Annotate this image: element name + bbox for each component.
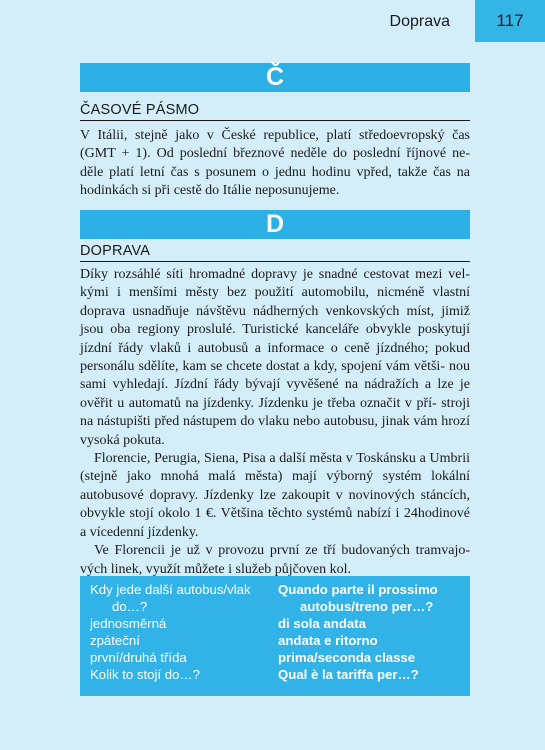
- text-line: stroji na nástupišti před nástupem do vlaku nebo autobusu, jinak: [80, 395, 471, 430]
- phrase-italian: andata e ritorno: [278, 633, 378, 648]
- phrase-italian: Qual è la tariffa per…?: [278, 667, 419, 682]
- text-line: nou sami vyhledají. Jízdní řády bývají vyvěšené na nádražích a lze: [80, 359, 470, 393]
- text-line: jsou oba regiony proslulé. Turistické kanceláře obvykle poskytují: [80, 322, 470, 338]
- text-line: děle platí letní čas s posunem o jednu hodinu vpřed, takže čas na: [80, 164, 470, 180]
- section-letter-d: D: [265, 210, 285, 238]
- text-line: lokální autobusové dopravy. Jízdenky lze zakoupit v novinových: [80, 469, 470, 503]
- page-number-box: [475, 0, 545, 42]
- text-line: je ověřit u automatů na jízdenky. Jízdenku je třeba označit v pří-: [80, 377, 471, 411]
- phrase-italian: prima/seconda classe: [278, 650, 416, 665]
- transport-paragraph-1: [80, 266, 470, 450]
- phrase-italian: autobus/treno per…?: [300, 599, 434, 614]
- phrase-row: [80, 667, 470, 685]
- phrase-row: [80, 599, 470, 617]
- phrasebook-box: [80, 576, 470, 696]
- text-line: Díky rozsáhlé síti hromadné dopravy je snadné cestovat mezi vel-: [80, 267, 470, 282]
- page-number: 117: [496, 11, 524, 30]
- phrase-italian: di sola andata: [278, 616, 366, 631]
- text-line: jízdní řády vlaků i autobusů a informace o ceně jízdného; pokud: [80, 340, 470, 356]
- text-line: kými i menšími městy bez použití automobilu, nicméně vlastní: [80, 285, 470, 301]
- text-line: V Itálii, stejně jako v České republice, platí středoevropský čas: [80, 128, 470, 143]
- phrase-czech: Kolik to stojí do…?: [90, 667, 200, 682]
- text-line: vých linek, využít můžete i služeb půjčoven kol.: [80, 561, 351, 577]
- section-title-doprava: DOPRAVA: [80, 243, 470, 262]
- phrase-czech: jednosměrná: [90, 616, 167, 631]
- text-line: hodinkách si při cestě do Itálie neposunujeme.: [80, 183, 340, 199]
- phrase-czech: první/druhá třída: [90, 650, 187, 665]
- transport-text: [80, 266, 470, 579]
- section-title-casove-pasmo: ČASOVÉ PÁSMO: [80, 102, 470, 121]
- time-zone-text: [80, 127, 470, 201]
- text-line: (GMT + 1). Od poslední březnové neděle do poslední říjnové ne-: [80, 146, 470, 162]
- time-zone-paragraph: [80, 127, 470, 201]
- phrase-italian: Quando parte il prossimo: [278, 582, 438, 597]
- text-line: vám hrozí vysoká pokuta.: [80, 414, 470, 448]
- transport-paragraph-3: [80, 542, 470, 579]
- phrase-czech: zpáteční: [90, 633, 140, 648]
- phrase-row: [80, 582, 470, 600]
- phrase-czech: do…?: [112, 599, 148, 614]
- phrase-row: [80, 616, 470, 634]
- text-line: personálu sdělíte, kam se chcete dostat a kdy, spojení vám větši-: [80, 359, 445, 375]
- phrase-czech: Kdy jede další autobus/vlak: [90, 582, 251, 597]
- running-head-title: Doprava: [389, 13, 450, 30]
- text-line: stáncích, obvykle stojí okolo 1 €. Většina těchto systémů nabízí: [80, 487, 470, 522]
- phrase-row: [80, 650, 470, 668]
- transport-paragraph-2: [80, 450, 470, 542]
- text-line: Ve Florencii je už v provozu první ze tří budovaných tramvajo-: [94, 543, 470, 559]
- letter-bar-c: [80, 63, 470, 92]
- text-line: i 24hodinové a vícedenní jízdenky.: [80, 506, 470, 540]
- phrase-row: [80, 633, 470, 651]
- section-letter-c: Č: [265, 63, 285, 91]
- letter-bar-d: [80, 210, 470, 239]
- running-head: [0, 0, 545, 40]
- text-line: Florencie, Perugia, Siena, Pisa a další města v Toskánsku a: [94, 451, 426, 467]
- text-line: doprava usnadňuje návštěvu nádherných venkovských míst, jimiž: [80, 303, 470, 319]
- text-line: Umbrii (stejně jako mnohá malá města) mají výborný systém: [80, 451, 470, 485]
